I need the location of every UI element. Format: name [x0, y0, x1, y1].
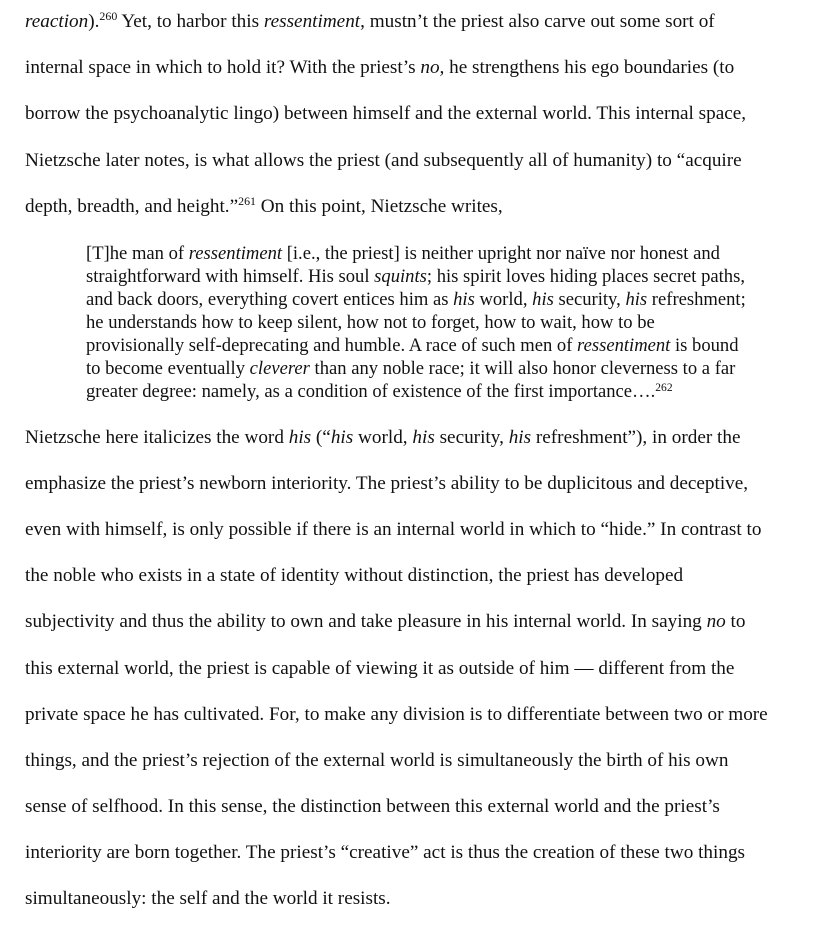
text-run: sense of selfhood. In this sense, the distinction between this external world and the priest’s	[25, 795, 720, 817]
text-line	[25, 565, 683, 587]
text-run: simultaneously: the self and the world it resists.	[25, 888, 391, 909]
footnote-reference: 261	[238, 194, 256, 209]
text-run: the noble who exists in a state of identity without distinction, the priest has developed	[25, 565, 684, 587]
italic-text: squints	[374, 266, 427, 287]
text-run: provisionally self-deprecating and humble. A race of such men of	[86, 335, 578, 356]
text-run: Nietzsche here italicizes the word	[25, 427, 289, 448]
italic-text: ressentiment	[577, 335, 671, 356]
text-line	[25, 842, 745, 864]
text-line	[25, 427, 740, 449]
text-run: [i.e., the priest] is neither upright nor naïve nor honest and	[282, 243, 720, 264]
text-run: and back doors, everything covert entices him as	[86, 289, 454, 310]
text-run: [T]he man of	[86, 243, 189, 264]
quote-line	[86, 335, 739, 357]
italic-text: ressentiment	[188, 243, 283, 264]
footnote-reference: 260	[99, 9, 118, 24]
text-run: things, and the priest’s rejection of the external world is simultaneously the birth of his own	[25, 749, 729, 771]
italic-text: his	[453, 289, 475, 310]
text-run: internal space in which to hold it? With the priest’s	[25, 57, 421, 79]
text-line	[25, 196, 503, 218]
text-run: world,	[474, 289, 533, 310]
text-line	[25, 658, 734, 680]
text-line	[25, 150, 742, 172]
text-run: Yet, to harbor this	[117, 11, 264, 32]
text-run: private space he has cultivated. For, to make any division is to differentiate between two or more	[25, 703, 768, 725]
text-line	[25, 11, 715, 33]
text-run: emphasize the priest’s newborn interiority. The priest’s ability to be duplicitous and deceptive,	[25, 473, 749, 495]
text-run: greater degree: namely, as a condition of existence of the first importance….	[86, 381, 656, 402]
italic-text: no	[706, 611, 726, 633]
italic-text: his	[412, 427, 435, 448]
text-line	[25, 796, 720, 818]
text-line	[25, 750, 728, 772]
text-run: is bound	[670, 335, 739, 356]
text-run: ).	[88, 11, 100, 32]
text-line	[25, 888, 391, 910]
text-line	[25, 611, 745, 633]
footnote-reference: 262	[655, 381, 673, 394]
text-run: he understands how to keep silent, how not to forget, how to wait, how to be	[86, 312, 655, 333]
italic-text: his	[288, 427, 312, 448]
text-run: ; his spirit loves hiding places secret paths,	[426, 266, 745, 287]
text-run: depth, breadth, and height.”	[25, 195, 239, 217]
text-run: interiority are born together. The priest’s “creative” act is thus the creation of these two things	[25, 841, 746, 863]
text-run: even with himself, is only possible if there is an internal world in which to “hide.” In contrast to	[25, 519, 762, 541]
text-run: straightforward with himself. His soul	[86, 266, 375, 287]
text-run: (“	[311, 427, 331, 448]
text-run: Nietzsche later notes, is what allows the priest (and subsequently all of humanity) to “acquire	[25, 149, 742, 171]
text-line	[25, 103, 746, 125]
text-run: to	[725, 611, 746, 633]
text-run: borrow the psychoanalytic lingo) between himself and the external world. This internal space,	[25, 103, 747, 125]
quote-line	[86, 358, 735, 380]
italic-text: his	[532, 289, 554, 310]
text-line	[25, 473, 748, 495]
text-line	[25, 704, 768, 726]
text-line	[25, 57, 734, 79]
quote-line	[86, 243, 720, 265]
quote-line	[86, 381, 673, 403]
quote-line	[86, 266, 745, 288]
italic-text: reaction	[25, 11, 89, 32]
text-run: to become eventually	[86, 358, 250, 379]
quote-line	[86, 289, 746, 311]
italic-text: no,	[420, 57, 445, 79]
text-run: , mustn’t the priest also carve out some sort of	[360, 11, 715, 32]
text-run: this external world, the priest is capable of viewing it as outside of him — different from the	[25, 657, 735, 679]
text-run: refreshment;	[647, 289, 746, 310]
text-run: refreshment”), in order the	[531, 427, 741, 448]
quote-line	[86, 312, 655, 334]
italic-text: his	[330, 427, 354, 448]
italic-text: his	[508, 427, 532, 448]
text-line	[25, 519, 761, 541]
text-run: On this point, Nietzsche writes,	[255, 195, 503, 217]
italic-text: cleverer	[249, 358, 310, 379]
text-run: security,	[434, 427, 509, 448]
italic-text: his	[625, 289, 648, 310]
text-run: subjectivity and thus the ability to own and take pleasure in his internal world. In saying	[25, 611, 707, 633]
italic-text: ressentiment	[263, 11, 361, 32]
text-run: he strengthens his ego boundaries (to	[444, 57, 735, 79]
text-run: world,	[353, 427, 413, 448]
text-run: security,	[553, 289, 626, 310]
text-run: than any noble race; it will also honor cleverness to a far	[309, 358, 736, 379]
